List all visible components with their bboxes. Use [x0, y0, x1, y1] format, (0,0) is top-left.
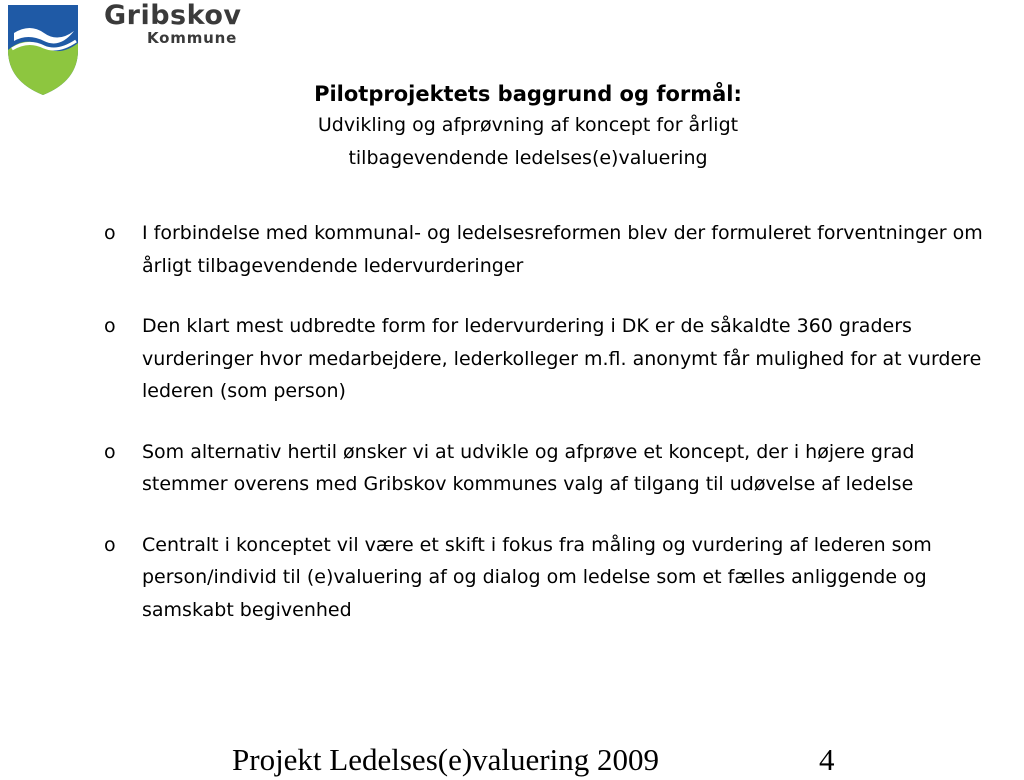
logo-name: Gribskov	[104, 0, 242, 31]
title-heading: Pilotprojektets baggrund og formål:	[314, 82, 742, 106]
title-line-1: Udvikling og afprøvning af koncept for årligt	[317, 114, 739, 136]
bullet-list	[104, 217, 984, 654]
bullet-text: Som alternativ hertil ønsker vi at udvikle og afprøve et koncept, der i højere grad stemmer overens med Gribskov kommunes valg af tilgang til udøvelse af ledelse	[142, 440, 915, 495]
slide-footer	[0, 740, 1024, 780]
bullet-marker: o	[104, 315, 116, 337]
slide-title	[0, 79, 1024, 175]
page-number: 4	[819, 742, 835, 777]
bullet-marker: o	[104, 533, 116, 556]
logo-subtitle: Kommune	[147, 29, 238, 47]
bullet-marker: o	[104, 440, 116, 463]
bullet-text: Centralt i konceptet vil være et skift i fokus fra måling og vurdering af lederen som person/individ til (e)valuering af og dialog om ledelse som et fælles anliggende og samskabt begivenhed	[142, 533, 932, 621]
footer-title: Projekt Ledelses(e)valuering 2009	[232, 742, 659, 777]
bullet-text: I forbindelse med kommunal- og ledelsesreformen blev der formuleret forventninger om årligt tilbagevendende ledervurderinger	[142, 222, 983, 277]
bullet-item	[104, 529, 984, 627]
bullet-marker: o	[104, 222, 116, 244]
bullet-item	[104, 217, 984, 282]
bullet-item	[104, 436, 984, 501]
bullet-text: Den klart mest udbredte form for ledervurdering i DK er de såkaldte 360 graders vurderinger hvor medarbejdere, lederkolleger m.fl. anonymt får mulighed for at vurdere lederen (som person)	[142, 315, 982, 402]
bullet-item	[104, 310, 984, 408]
title-line-2: tilbagevendende ledelses(e)valuering	[348, 147, 708, 169]
